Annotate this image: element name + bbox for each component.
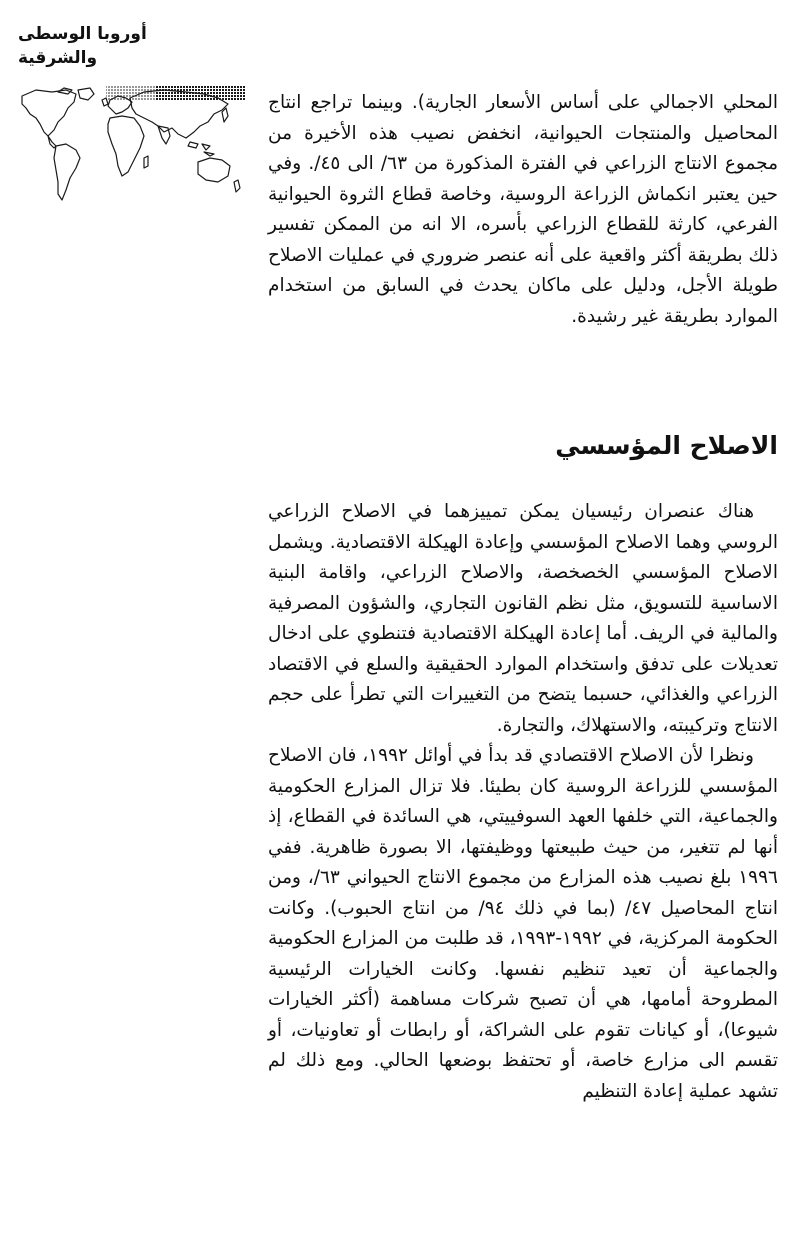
world-map-icon [18, 86, 246, 206]
body-paragraph-1: هناك عنصران رئيسيان يمكن تمييزهما في الاصلاح الزراعي الروسي وهما الاصلاح المؤسسي وإعادة الهيكلة الاقتصادية. ويشمل الاصلاح المؤسسي الخصخصة، والاصلاح الزراعي، واقامة البنية الاساسية للتسويق، مثل نظم القانون التجاري، والشؤون المصرفية والمالية في الريف. أما إعادة الهيكلة الاقتصادية فتنطوي على ادخال تعديلات على تدفق واستخدام الموارد الحقيقية والسلع في الاقتصاد الزراعي والغذائي، حسبما يتضح من التغييرات التي تطرأ على حجم الانتاج وتركيبته، والاستهلاك، والتجارة. [268, 501, 778, 736]
section-body [268, 497, 778, 1107]
intro-paragraph: المحلي الاجمالي على أساس الأسعار الجارية). وبينما تراجع انتاج المحاصيل والمنتجات الحيوانية، انخفض نصيب هذه الأخيرة من مجموع الانتاج الزراعي في الفترة المذكورة من ٦٣/ الى ٤٥/. وفي حين يعتبر انكماش الزراعة الروسية، وخاصة قطاع الثروة الحيوانية الفرعي، كارثة للقطاع الزراعي بأسره، الا انه من الممكن تفسير ذلك بطريقة أكثر واقعية على أنه عنصر ضروري في عمليات الاصلاح طويلة الأجل، ودليل على ماكان يحدث في السابق من استخدام الموارد بطريقة غير رشيدة. [268, 92, 778, 327]
running-header: أوروبا الوسطى والشرقية [18, 24, 147, 68]
intro-column [268, 88, 778, 332]
body-paragraph-2: ونظرا لأن الاصلاح الاقتصادي قد بدأ في أوائل ١٩٩٢، فان الاصلاح المؤسسي للزراعة الروسية كان بطيئا. فلا تزال المزارع الحكومية والجماعية، التي خلفها العهد السوفييتي، هي السائدة في القطاع، إذ أنها لم تتغير، من حيث طبيعتها ووظيفتها، الا بصورة ظاهرية. ففي ١٩٩٦ بلغ نصيب هذه المزارع من مجموع الانتاج الحيواني ٦٣/، ومن انتاج المحاصيل ٤٧/ (بما في ذلك ٩٤/ من انتاج الحبوب). وكانت الحكومة المركزية، في ١٩٩٢-١٩٩٣، قد طلبت من المزارع الحكومية والجماعية أن تعيد تنظيم نفسها. وكانت الخيارات الرئيسية المطروحة أمامها، هي أن تصبح شركات مساهمة (أكثر الخيارات شيوعا)، أو كيانات تقوم على الشراكة، أو رابطات أو تعاونيات، أو تقسم الى مزارع خاصة، أو تحتفظ بوضعها الحالي. ومع ذلك لم تشهد عملية إعادة التنظيم [268, 745, 778, 1102]
section-title: الاصلاح المؤسسي [555, 431, 778, 460]
